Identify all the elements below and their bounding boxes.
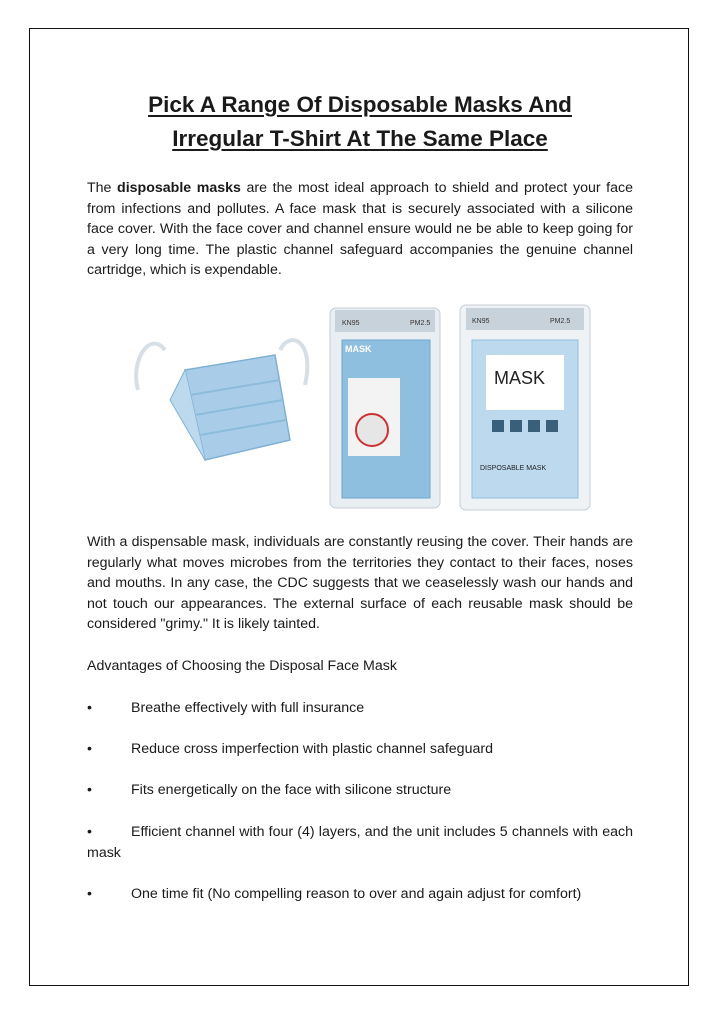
bullet-marker: •	[87, 886, 92, 902]
svg-text:KN95: KN95	[472, 318, 490, 325]
list-item: • Fits energetically on the face with silicone structure	[87, 780, 633, 801]
mask-package-front	[330, 308, 440, 508]
list-item: • Reduce cross imperfection with plastic channel safeguard	[87, 739, 633, 760]
advantages-heading: Advantages of Choosing the Disposal Face Mask	[87, 658, 397, 674]
list-item: • Breathe effectively with full insurance	[87, 698, 633, 719]
svg-text:KN95: KN95	[342, 320, 360, 327]
face-mask-image	[136, 340, 307, 460]
body-paragraph: With a dispensable mask, individuals are constantly reusing the cover. Their hands are regularly what moves microbes from the territories they contact to their faces, noses and mouths. In any case, the CDC suggests that we ceaselessly wash our hands and not touch our appearances. The external surface of each reusable mask should be considered "grimy." It is likely tainted.	[87, 534, 633, 633]
intro-bold-term: disposable masks	[117, 180, 241, 196]
mask-package-back	[460, 305, 590, 510]
svg-text:PM2.5: PM2.5	[550, 318, 571, 325]
intro-paragraph: The disposable masks are the most ideal approach to shield and protect your face from infections and pollutes. A face mask that is securely associated with a silicone face cover. With the face cover and channel ensure would ne be able to keep going for a very long time. The plastic channel safeguard accompanies the genuine channel cartridge, which is expendable.	[87, 180, 633, 279]
bullet-marker: •	[87, 782, 92, 798]
svg-text:DISPOSABLE MASK: DISPOSABLE MASK	[480, 465, 547, 472]
bullet-marker: •	[87, 741, 92, 757]
bullet-marker: •	[87, 700, 92, 716]
list-item: • Efficient channel with four (4) layers, and the unit includes 5 channels with each mask	[87, 824, 633, 861]
product-photo-group	[110, 300, 610, 515]
svg-text:PM2.5: PM2.5	[410, 320, 431, 327]
list-item: • One time fit (No compelling reason to over and again adjust for comfort)	[87, 884, 633, 905]
page-title: Pick A Range Of Disposable Masks And Irregular T-Shirt At The Same Place	[148, 92, 572, 151]
svg-text:MASK: MASK	[494, 368, 546, 388]
bullet-marker: •	[87, 824, 92, 840]
svg-text:MASK: MASK	[345, 344, 372, 354]
